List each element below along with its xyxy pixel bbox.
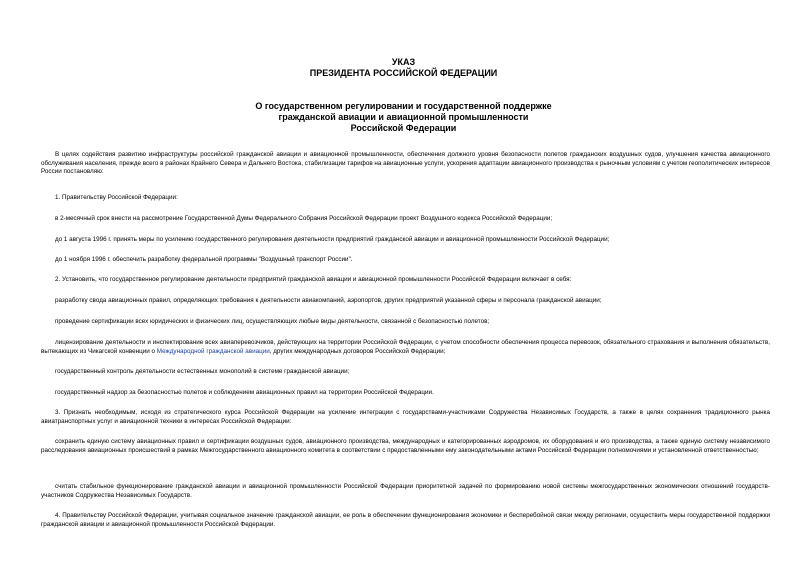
subject-line-2: гражданской авиации и авиационной промышленности: [278, 112, 529, 122]
icao-link[interactable]: Международной гражданской авиации: [156, 347, 270, 355]
paragraph-preamble: В целях содействия развитию инфраструктуры российской гражданской авиации и авиационной промышленности, обеспечения должного уровня безопасности полетов гражданских воздушных судов, улучшения качества авиационного обслуживания населения, прежде всего в районах Крайнего Севера и Дальнего Востока, стабилизации тарифов на авиационные услуги, ускорения адаптации авиационного производства к рыночным условиям с учетом геополитических интересов России постановляю:: [41, 151, 770, 175]
paragraph-1b: до 1 августа 1996 г. принять меры по усилению государственного регулирования деятельности предприятий гражданской авиации и авиационной промышленности Российской Федерации;: [55, 236, 610, 243]
document-subject: [0, 101, 807, 134]
paragraph-3a: сохранить единую систему авиационных правил и сертификации воздушных судов, авиационного производства, международных и категорированных аэродромов, их оборудования и его производства, а также единую систему независимого расследования авиационных происшествий в рамках Межгосударственного авиационного комитета в соответствии с предоставленными ему законодательными актами Российской Федерации полномочиями и установленной ответственностью;: [41, 438, 770, 454]
paragraph-1a: в 2-месячный срок внести на рассмотрение Государственной Думы Федерального Собрания Российской Федерации проект Воздушного кодекса Российской Федерации;: [55, 215, 553, 222]
subject-line-1: О государственном регулировании и государственной поддержке: [255, 101, 552, 111]
paragraph-2: 2. Установить, что государственное регулирование деятельности предприятий гражданской авиации и авиационной промышленности Российской Федерации включает в себя:: [55, 276, 572, 283]
paragraph-2e: государственный надзор за безопасностью полетов и соблюдением авиационных правил на территории Российской Федерации.: [55, 389, 434, 396]
document-title: [0, 57, 807, 79]
paragraph-3b: считать стабильное функционирование гражданской авиации и авиационной промышленности Российской Федерации приоритетной задачей по формированию новой системы межгосударственных экономических отношений государств-участников Содружества Независимых Государств.: [41, 483, 770, 499]
paragraph-1c: до 1 ноября 1996 г. обеспечить разработку федеральной программы "Воздушный транспорт России".: [55, 256, 353, 263]
paragraph-2a: разработку свода авиационных правил, определяющих требования к деятельности авиакомпаний, аэропортов, других предприятий указанной сферы и персонала гражданской авиации;: [55, 297, 602, 304]
paragraph-1: 1. Правительству Российской Федерации:: [55, 194, 178, 201]
paragraph-2c: [41, 339, 770, 356]
doc-type-label: УКАЗ: [391, 57, 416, 67]
paragraph-2b: проведение сертификации всех юридических и физических лиц, осуществляющих любые виды деятельности, связанной с безопасностью полетов;: [55, 318, 490, 325]
paragraph-3: 3. Признать необходимым, исходя из стратегического курса Российской Федерации на усиление интеграции с государствами-участниками Содружества Независимых Государств, а также в целях сохранения традиционного рынка авиатранспортных услуг и авиационной техники в интересах Российской Федерации:: [41, 409, 770, 425]
issuer-label: ПРЕЗИДЕНТА РОССИЙСКОЙ ФЕДЕРАЦИИ: [309, 68, 498, 78]
paragraph-2c-before: лицензирование деятельности и инспектирование всех авиаперевозчиков, действующих на территории Российской Федерации, с учетом способности обеспечения процесса перевозок, обязательного страхования и выполнения обязательств, вытекающих из Чикагской конвенции о: [41, 339, 770, 355]
paragraph-4: 4. Правительству Российской Федерации, учитывая социальное значение гражданской авиации, ее роль в обеспечении функционирования экономики и бесперебойной связи между регионами, осуществить меры государственной поддержки гражданской авиации и авиационной промышленности Российской Федерации.: [41, 512, 770, 528]
subject-line-3: Российской Федерации: [350, 123, 457, 133]
paragraph-2c-after: , других международных договоров Российской Федерации;: [269, 347, 446, 355]
paragraph-2d: государственный контроль деятельности естественных монополий в системе гражданской авиации;: [55, 368, 350, 375]
